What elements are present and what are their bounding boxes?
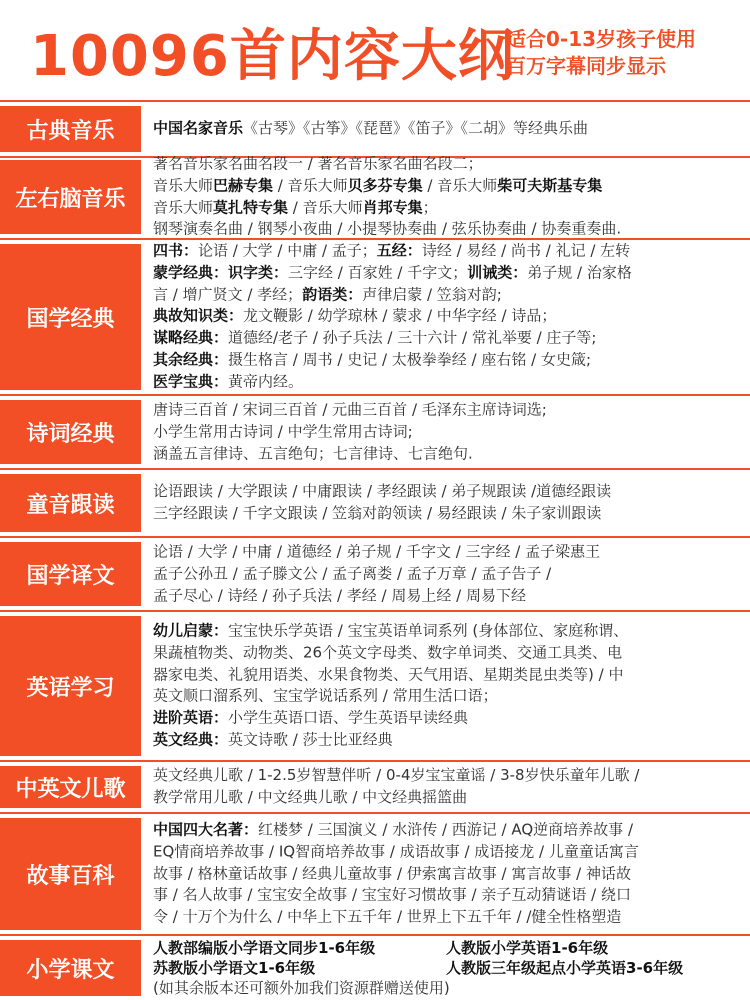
line-text: 弟子规 / 治家格 (527, 263, 632, 282)
line-text: 果蔬植物类、动物类、26个英文字母类、数字单词类、交通工具类、电 (153, 643, 623, 662)
section-content (153, 241, 740, 394)
section-content (153, 541, 740, 606)
section-content (153, 118, 740, 140)
page-title: 10096首内容大纲 (30, 24, 515, 89)
bold-keyword: 四书： (153, 241, 199, 260)
content-line (153, 219, 740, 241)
section-classical-music (0, 100, 750, 158)
content-line (153, 664, 740, 686)
section-label: 故事百科 (0, 818, 141, 930)
section-label: 左右脑音乐 (0, 160, 141, 234)
textbook-item: 人教版小学英语1-6年级 (446, 939, 609, 957)
section-label: 中英文儿歌 (0, 766, 141, 808)
line-text: 令 / 十万个为什么 / 中华上下五千年 / 世界上下五千年 / /健全性格塑造 (153, 907, 622, 926)
content-line (153, 686, 740, 708)
line-text: 故事 / 格林童话故事 / 经典儿童故事 / 伊索寓言故事 / 寓言故事 / 神话故 (153, 864, 631, 883)
line-text: 论语 / 大学 / 中庸 / 孟子； (198, 241, 377, 260)
content-line (153, 765, 740, 787)
section-label: 国学译文 (0, 542, 141, 606)
section-nursery-rhymes (0, 762, 750, 814)
content-line (153, 328, 740, 350)
bold-keyword: 中国名家音乐 (153, 119, 244, 138)
content-line (153, 885, 740, 907)
content-line (153, 642, 740, 664)
bold-keyword: 进阶英语： (153, 708, 229, 727)
section-content (153, 153, 740, 240)
textbook-item: 人教部编版小学语文同步1-6年级 (153, 939, 376, 957)
line-text: 宝宝快乐学英语 / 宝宝英语单词系列 (身体部位、家庭称谓、 (228, 621, 629, 640)
content-line (153, 263, 740, 285)
page-subtitle (506, 26, 696, 80)
bold-keyword: 肖邦专集 (362, 198, 423, 216)
line-text: 红楼梦 / 三国演义 / 水浒传 / 西游记 / AQ逆商培养故事 / (258, 820, 634, 839)
header (0, 0, 750, 100)
bold-keyword: 幼儿启蒙： (153, 621, 229, 640)
bold-keyword: 贝多芬专集 (347, 176, 423, 195)
line-text: 《古琴》《古筝》《琵琶》《笛子》《二胡》等经典乐曲 (243, 119, 589, 138)
content-line (153, 421, 740, 443)
line-text: / 音乐大师 (288, 198, 363, 216)
line-text: 音乐大师 (153, 176, 214, 195)
content-line (153, 787, 740, 809)
line-text: 钢琴演奏名曲 / 钢琴小夜曲 / 小提琴协奏曲 / 弦乐协奏曲 / 协奏重奏曲. (153, 219, 622, 238)
section-content (153, 938, 740, 998)
line-text: ； (422, 198, 438, 216)
textbook-note: (如其余版本还可额外加我们资源群赠送使用) (153, 979, 450, 997)
line-text: 声律启蒙 / 笠翁对韵; (362, 285, 502, 304)
line-text: 言 / 增广贤文 / 孝经； (153, 285, 303, 304)
section-label: 童音跟读 (0, 474, 141, 532)
line-text: 唐诗三百首 / 宋词三百首 / 元曲三百首 / 毛泽东主席诗词选; (153, 400, 547, 419)
content-line (153, 730, 740, 752)
line-text: 小学生英语口语、学生英语早读经典 (228, 708, 469, 727)
textbook-item: 苏教版小学语文1-6年级 (153, 959, 316, 977)
line-text: 著名音乐家名曲名段一 / 著名音乐家名曲名段二； (153, 154, 483, 173)
bold-keyword: 典故知识类： (153, 307, 244, 326)
content-line (153, 481, 740, 503)
content-line (153, 585, 740, 607)
line-text: / 音乐大师 (422, 176, 498, 195)
textbook-item: 人教版三年级起点小学英语3-6年级 (446, 959, 684, 977)
line-text: 论语跟读 / 大学跟读 / 中庸跟读 / 孝经跟读 / 弟子规跟读 /道德经跟读 (153, 482, 612, 501)
content-line (153, 175, 740, 197)
section-label: 小学课文 (0, 940, 141, 996)
section-read-along (0, 470, 750, 538)
content-line (153, 541, 740, 563)
content-line (153, 197, 740, 219)
section-content (153, 765, 740, 809)
content-line (153, 503, 740, 525)
section-content (153, 621, 740, 752)
line-text: 英文经典儿歌 / 1-2.5岁智慧伴听 / 0-4岁宝宝童谣 / 3-8岁快乐童年儿歌 / (153, 766, 640, 785)
section-poetry-classics (0, 396, 750, 470)
bold-keyword: 莫扎特专集 (213, 198, 289, 216)
section-label: 英语学习 (0, 616, 141, 756)
line-text: 论语 / 大学 / 中庸 / 道德经 / 弟子规 / 千字文 / 三字经 / 孟子梁惠王 (153, 542, 601, 561)
line-text: 道德经/老子 / 孙子兵法 / 三十六计 / 常礼举要 / 庄子等; (228, 328, 597, 347)
content-line (153, 443, 740, 465)
subtitle-line-1: 适合0-13岁孩子使用 (506, 27, 697, 51)
bold-keyword: 蒙学经典： (153, 263, 229, 282)
line-text: 器家电类、礼貌用语类、水果食物类、天气用语、星期类昆虫类等) / 中 (153, 665, 624, 684)
line-text: / 音乐大师 (273, 176, 348, 195)
content-line (153, 284, 740, 306)
section-label: 国学经典 (0, 244, 141, 390)
section-content (153, 820, 740, 929)
content-line (153, 621, 740, 643)
subtitle-line-2: 百万字幕同步显示 (506, 54, 666, 78)
line-text: 诗经 / 易经 / 尚书 / 礼记 / 左转 (421, 241, 631, 260)
bold-keyword: 其余经典： (153, 350, 229, 369)
line-text: 事 / 名人故事 / 宝宝安全故事 / 宝宝好习惯故事 / 亲子互动猜谜语 / 绕口 (153, 885, 631, 904)
bold-keyword: 训诫类： (467, 263, 528, 282)
content-line (153, 820, 740, 842)
line-text: 孟子尽心 / 诗经 / 孙子兵法 / 孝经 / 周易上经 / 周易下经 (153, 585, 526, 604)
content-line (153, 350, 740, 372)
bold-keyword: 中国四大名著： (153, 820, 259, 839)
section-primary-textbook (0, 936, 750, 1000)
line-text: 龙文鞭影 / 幼学琼林 / 蒙求 / 中华字经 / 诗品； (243, 307, 557, 326)
content-line (153, 563, 740, 585)
line-text: 三字经跟读 / 千字文跟读 / 笠翁对韵领读 / 易经跟读 / 朱子家训跟读 (153, 504, 602, 522)
section-label: 诗词经典 (0, 400, 141, 464)
section-story-encyclopedia (0, 814, 750, 936)
line-text: 英文诗歌 / 莎士比亚经典 (228, 730, 393, 749)
section-sinology-translation (0, 538, 750, 612)
content-line (153, 708, 740, 730)
line-text: 摄生格言 / 周书 / 史记 / 太极拳拳经 / 座右铭 / 女史箴; (228, 350, 592, 369)
content-line (153, 118, 740, 140)
content-line (153, 399, 740, 421)
bold-keyword: 英文经典： (153, 730, 229, 749)
content-line (153, 863, 740, 885)
bold-keyword: 谋略经典： (153, 328, 229, 347)
bold-keyword: 韵语类： (302, 285, 363, 304)
content-line (153, 153, 740, 175)
line-text: 小学生常用古诗词 / 中学生常用古诗词; (153, 422, 413, 441)
section-label: 古典音乐 (0, 106, 141, 152)
bold-keyword: 识字类： (228, 263, 289, 282)
content-line (153, 907, 740, 929)
content-line (153, 306, 740, 328)
section-english-learning (0, 612, 750, 762)
line-text: 黄帝内经。 (228, 372, 304, 391)
textbook-row-2 (153, 958, 740, 978)
line-text: 孟子公孙丑 / 孟子滕文公 / 孟子离娄 / 孟子万章 / 孟子告子 / (153, 564, 552, 583)
section-content (153, 481, 740, 525)
line-text: 三字经 / 百家姓 / 千字文； (288, 263, 468, 282)
bold-keyword: 柴可夫斯基专集 (497, 176, 603, 195)
bold-keyword: 五经： (376, 241, 422, 260)
bold-keyword: 巴赫专集 (213, 176, 274, 195)
content-line (153, 371, 740, 393)
section-sinology-classics (0, 240, 750, 396)
content-line (153, 841, 740, 863)
section-brain-music (0, 156, 750, 240)
line-text: EQ情商培养故事 / IQ智商培养故事 / 成语故事 / 成语接龙 / 儿童童话寓言 (153, 842, 639, 861)
line-text: 英文顺口溜系列、宝宝学说话系列 / 常用生活口语； (153, 687, 498, 705)
line-text: 音乐大师 (153, 198, 214, 216)
bold-keyword: 医学宝典： (153, 372, 229, 391)
line-text: 教学常用儿歌 / 中文经典儿歌 / 中文经典摇篮曲 (153, 788, 468, 806)
line-text: 涵盖五言律诗、五言绝句；七言律诗、七言绝句. (153, 443, 473, 462)
textbook-row-1 (153, 938, 740, 958)
content-line (153, 241, 740, 263)
section-content (153, 399, 740, 464)
